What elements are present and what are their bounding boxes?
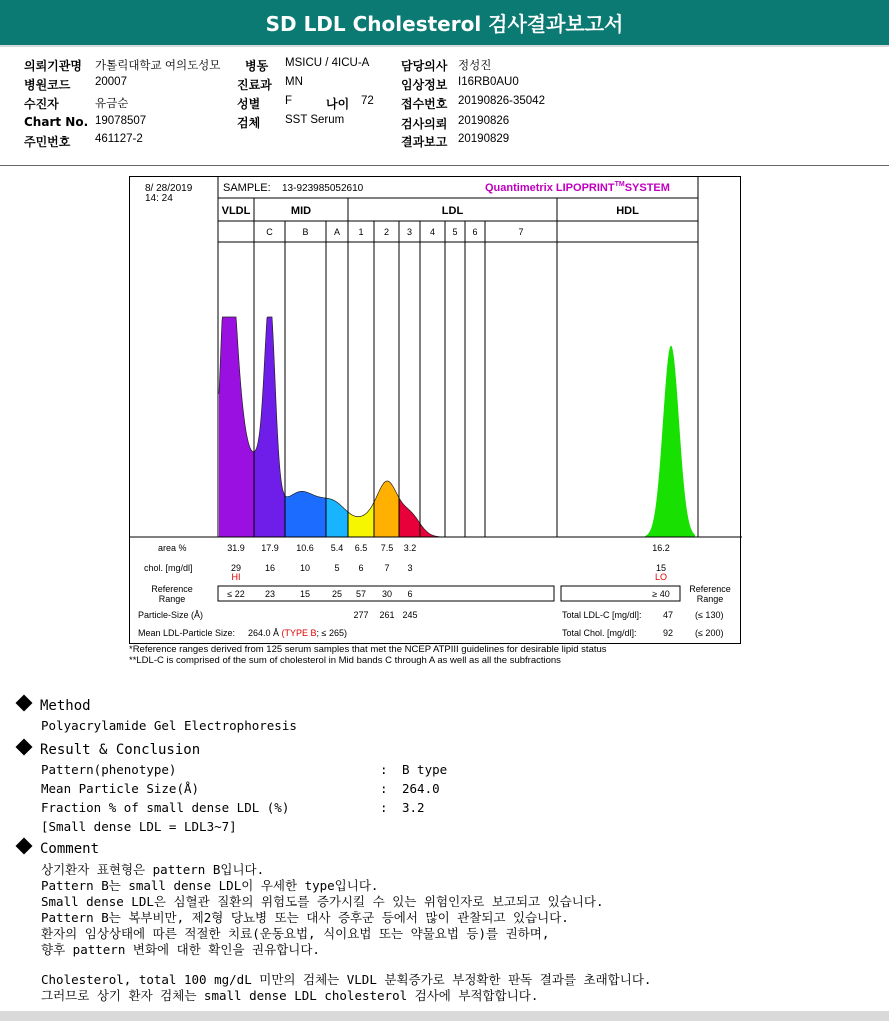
curve-segment-c xyxy=(254,317,285,537)
comment-heading-text: Comment xyxy=(40,841,100,857)
ref-value-1: 57 xyxy=(355,589,367,599)
clinical-value: I16RB0AU0 xyxy=(458,76,519,88)
group-label-ldl: LDL xyxy=(441,205,464,217)
area-value-c: 17.9 xyxy=(261,543,279,553)
chol-value-3: 3 xyxy=(407,563,413,573)
chol-value-b: 10 xyxy=(299,563,311,573)
total-chol-ref: (≤ 200) xyxy=(695,628,724,638)
size-value: 264.0 xyxy=(402,781,440,796)
total-chol-label: Total Chol. [mg/dl]: xyxy=(562,628,637,638)
comment-line: 향후 pattern 변화에 대한 확인을 권유합니다. xyxy=(41,942,320,957)
curve-segment-hdl xyxy=(645,346,695,537)
receipt-value: 20190826-35042 xyxy=(458,95,545,107)
bottom-strip xyxy=(0,1011,889,1021)
comment-line: 환자의 임상상태에 따른 적절한 치료(운동요법, 식이요법 또는 약물요법 등)를 권하며, xyxy=(41,926,550,941)
hospital-label: 의뢰기관명 xyxy=(24,59,82,73)
ref-value-vldl: ≤ 22 xyxy=(227,589,245,599)
curve-segment-a xyxy=(326,498,348,537)
pattern-colon: : xyxy=(380,762,388,777)
band-separators xyxy=(254,198,557,537)
comment-line: Pattern B는 복부비만, 제2형 당뇨병 또는 대사 증후군 등에서 많이 관찰되고 있습니다. xyxy=(41,910,569,925)
sample-id: 13-923985052610 xyxy=(282,183,364,194)
footnote-2: **LDL-C is comprised of the sum of cholesterol in Mid bands C through A as well as all the subfractions xyxy=(129,655,561,666)
result-heading xyxy=(18,741,200,758)
row-label-range: Range xyxy=(158,594,186,604)
total-chol-value: 92 xyxy=(663,628,674,638)
code-value: 20007 xyxy=(95,76,127,88)
ref-value-b: 15 xyxy=(299,589,311,599)
chart-header xyxy=(145,181,670,237)
chol-value-a: 5 xyxy=(334,563,340,573)
area-value-1: 6.5 xyxy=(354,543,368,553)
curve-segment-1 xyxy=(348,502,374,537)
ref-range-label: Reference xyxy=(689,584,731,594)
band-label-4: 4 xyxy=(429,227,436,237)
fraction-value: 3.2 xyxy=(402,800,425,815)
band-label-7: 7 xyxy=(518,227,524,237)
row-label-area: area % xyxy=(158,543,187,553)
row-label-chol: chol. [mg/dl] xyxy=(144,563,193,573)
flag-vldl: HI xyxy=(231,572,241,582)
comment-heading xyxy=(18,840,99,857)
lipoprint-chart-svg xyxy=(130,177,742,645)
sex-value: F xyxy=(285,95,293,107)
curve-segment-b xyxy=(285,491,326,537)
doctor-label: 담당의사 xyxy=(401,59,448,73)
sdldl-note: [Small dense LDL = LDL3~7] xyxy=(41,819,237,834)
method-heading xyxy=(18,697,91,714)
comment-line: 그러므로 상기 환자 검체는 small dense LDL cholesterol 검사에 부적합합니다. xyxy=(41,988,539,1003)
reported-label: 결과보고 xyxy=(401,135,448,149)
doctor-value: 정성진 xyxy=(458,60,492,72)
area-value-2: 7.5 xyxy=(380,543,394,553)
total-ldl-ref: (≤ 130) xyxy=(695,610,724,620)
request-value: 20190826 xyxy=(458,115,510,127)
comment-line: Pattern B는 small dense LDL이 우세한 type입니다. xyxy=(41,878,379,893)
patient-value: 유금순 xyxy=(95,98,129,110)
code-label: 병원코드 xyxy=(24,78,71,92)
chol-value-2: 7 xyxy=(384,563,390,573)
flag-hdl: LO xyxy=(654,572,668,582)
diamond-bullet-icon xyxy=(16,695,33,712)
chol-value-vldl: 29 xyxy=(230,563,242,573)
total-ldl-value: 47 xyxy=(663,610,674,620)
system-name: Quantimetrix LIPOPRINT™SYSTEM xyxy=(485,181,670,194)
dept-label: 진료과 xyxy=(237,78,272,92)
row-label-particle: Particle-Size (Å) xyxy=(138,610,204,620)
comment-line: 상기환자 표현형은 pattern B입니다. xyxy=(41,862,265,877)
ref-value-hdl: ≥ 40 xyxy=(652,589,670,599)
comment-line: Small dense LDL은 심혈관 질환의 위험도를 증가시킬 수 있는 위험인자로 보고되고 있습니다. xyxy=(41,894,604,909)
specimen-value: SST Serum xyxy=(285,114,345,126)
chart-no-value: 19078507 xyxy=(95,115,147,127)
area-value-3: 3.2 xyxy=(403,543,417,553)
chol-value-1: 6 xyxy=(358,563,364,573)
patient-label: 수진자 xyxy=(24,97,59,111)
band-label-6: 6 xyxy=(472,227,478,237)
curve-layer xyxy=(219,317,695,537)
sample-label: SAMPLE: xyxy=(223,182,271,194)
pattern-label: Pattern(phenotype) xyxy=(41,762,177,777)
patient-info-panel xyxy=(0,50,889,166)
chart-no-label: Chart No. xyxy=(24,115,89,129)
ward-label: 병동 xyxy=(245,59,269,73)
data-table xyxy=(138,543,731,638)
total-ldl-label: Total LDL-C [mg/dl]: xyxy=(562,610,642,620)
band-label-5: 5 xyxy=(452,227,458,237)
curve-segment-2 xyxy=(374,481,399,537)
row-label-ref: Reference xyxy=(151,584,193,594)
ref-range-label-2: Range xyxy=(696,594,724,604)
dept-value: MN xyxy=(285,76,303,88)
footnotes xyxy=(129,644,607,666)
hospital-value: 가톨릭대학교 여의도성모 xyxy=(95,60,221,72)
report-title: SD LDL Cholesterol 검사결과보고서 xyxy=(0,0,889,47)
age-label: 나이 xyxy=(326,97,350,111)
band-label-1: 1 xyxy=(358,227,364,237)
band-label-3: 3 xyxy=(406,227,413,237)
comment-line: Cholesterol, total 100 mg/dL 미만의 검체는 VLDL 분획증가로 부정확한 판독 결과를 초래합니다. xyxy=(41,972,652,987)
band-label-A: A xyxy=(333,227,341,237)
band-label-2: 2 xyxy=(383,227,390,237)
chol-value-hdl: 15 xyxy=(655,563,667,573)
sex-label: 성별 xyxy=(237,97,261,111)
ref-value-3: 6 xyxy=(407,589,413,599)
footnote-1: *Reference ranges derived from 125 serum samples that met the NCEP ATPIII guidelines for desirable lipid status xyxy=(129,644,607,655)
size-label: Mean Particle Size(Å) xyxy=(41,781,200,796)
id-label: 주민번호 xyxy=(24,135,71,149)
area-value-b: 10.6 xyxy=(296,543,314,553)
request-label: 검사의뢰 xyxy=(401,117,448,131)
run-date: 8/ 28/2019 xyxy=(145,183,193,194)
group-label-mid: MID xyxy=(290,205,312,217)
diamond-bullet-icon xyxy=(16,838,33,855)
chol-value-c: 16 xyxy=(264,563,276,573)
reported-value: 20190829 xyxy=(458,133,510,145)
band-label-C: C xyxy=(266,227,273,237)
id-value: 461127-2 xyxy=(95,133,143,145)
fraction-colon: : xyxy=(380,800,388,815)
mean-size: 264.0 Å (TYPE B; ≤ 265) xyxy=(248,628,348,638)
area-value-vldl: 31.9 xyxy=(227,543,245,553)
group-label-vldl: VLDL xyxy=(221,205,251,217)
age-value: 72 xyxy=(361,95,374,107)
ref-value-a: 25 xyxy=(331,589,343,599)
ward-value: MSICU / 4ICU-A xyxy=(285,57,370,69)
area-value-a: 5.4 xyxy=(330,543,344,553)
particle-size-3: 245 xyxy=(402,610,418,620)
specimen-label: 검체 xyxy=(237,116,261,130)
lipoprint-chart xyxy=(129,176,741,644)
particle-size-2: 261 xyxy=(379,610,395,620)
method-text: Polyacrylamide Gel Electrophoresis xyxy=(41,718,297,733)
row-label-mean: Mean LDL-Particle Size: xyxy=(138,628,236,638)
run-time: 14: 24 xyxy=(145,193,173,204)
size-colon: : xyxy=(380,781,388,796)
clinical-label: 임상정보 xyxy=(401,78,448,92)
pattern-value: B type xyxy=(402,762,448,777)
fraction-label: Fraction % of small dense LDL (%) xyxy=(41,800,290,815)
diamond-bullet-icon xyxy=(16,739,33,756)
area-value-hdl: 16.2 xyxy=(652,543,670,553)
band-label-B: B xyxy=(302,227,309,237)
ref-value-c: 23 xyxy=(264,589,276,599)
group-label-hdl: HDL xyxy=(616,205,639,217)
receipt-label: 접수번호 xyxy=(401,97,448,111)
ref-value-2: 30 xyxy=(381,589,393,599)
method-heading-text: Method xyxy=(40,698,91,714)
curve-segment-vldl xyxy=(219,317,254,537)
result-heading-text: Result & Conclusion xyxy=(40,742,201,758)
particle-size-1: 277 xyxy=(353,610,369,620)
